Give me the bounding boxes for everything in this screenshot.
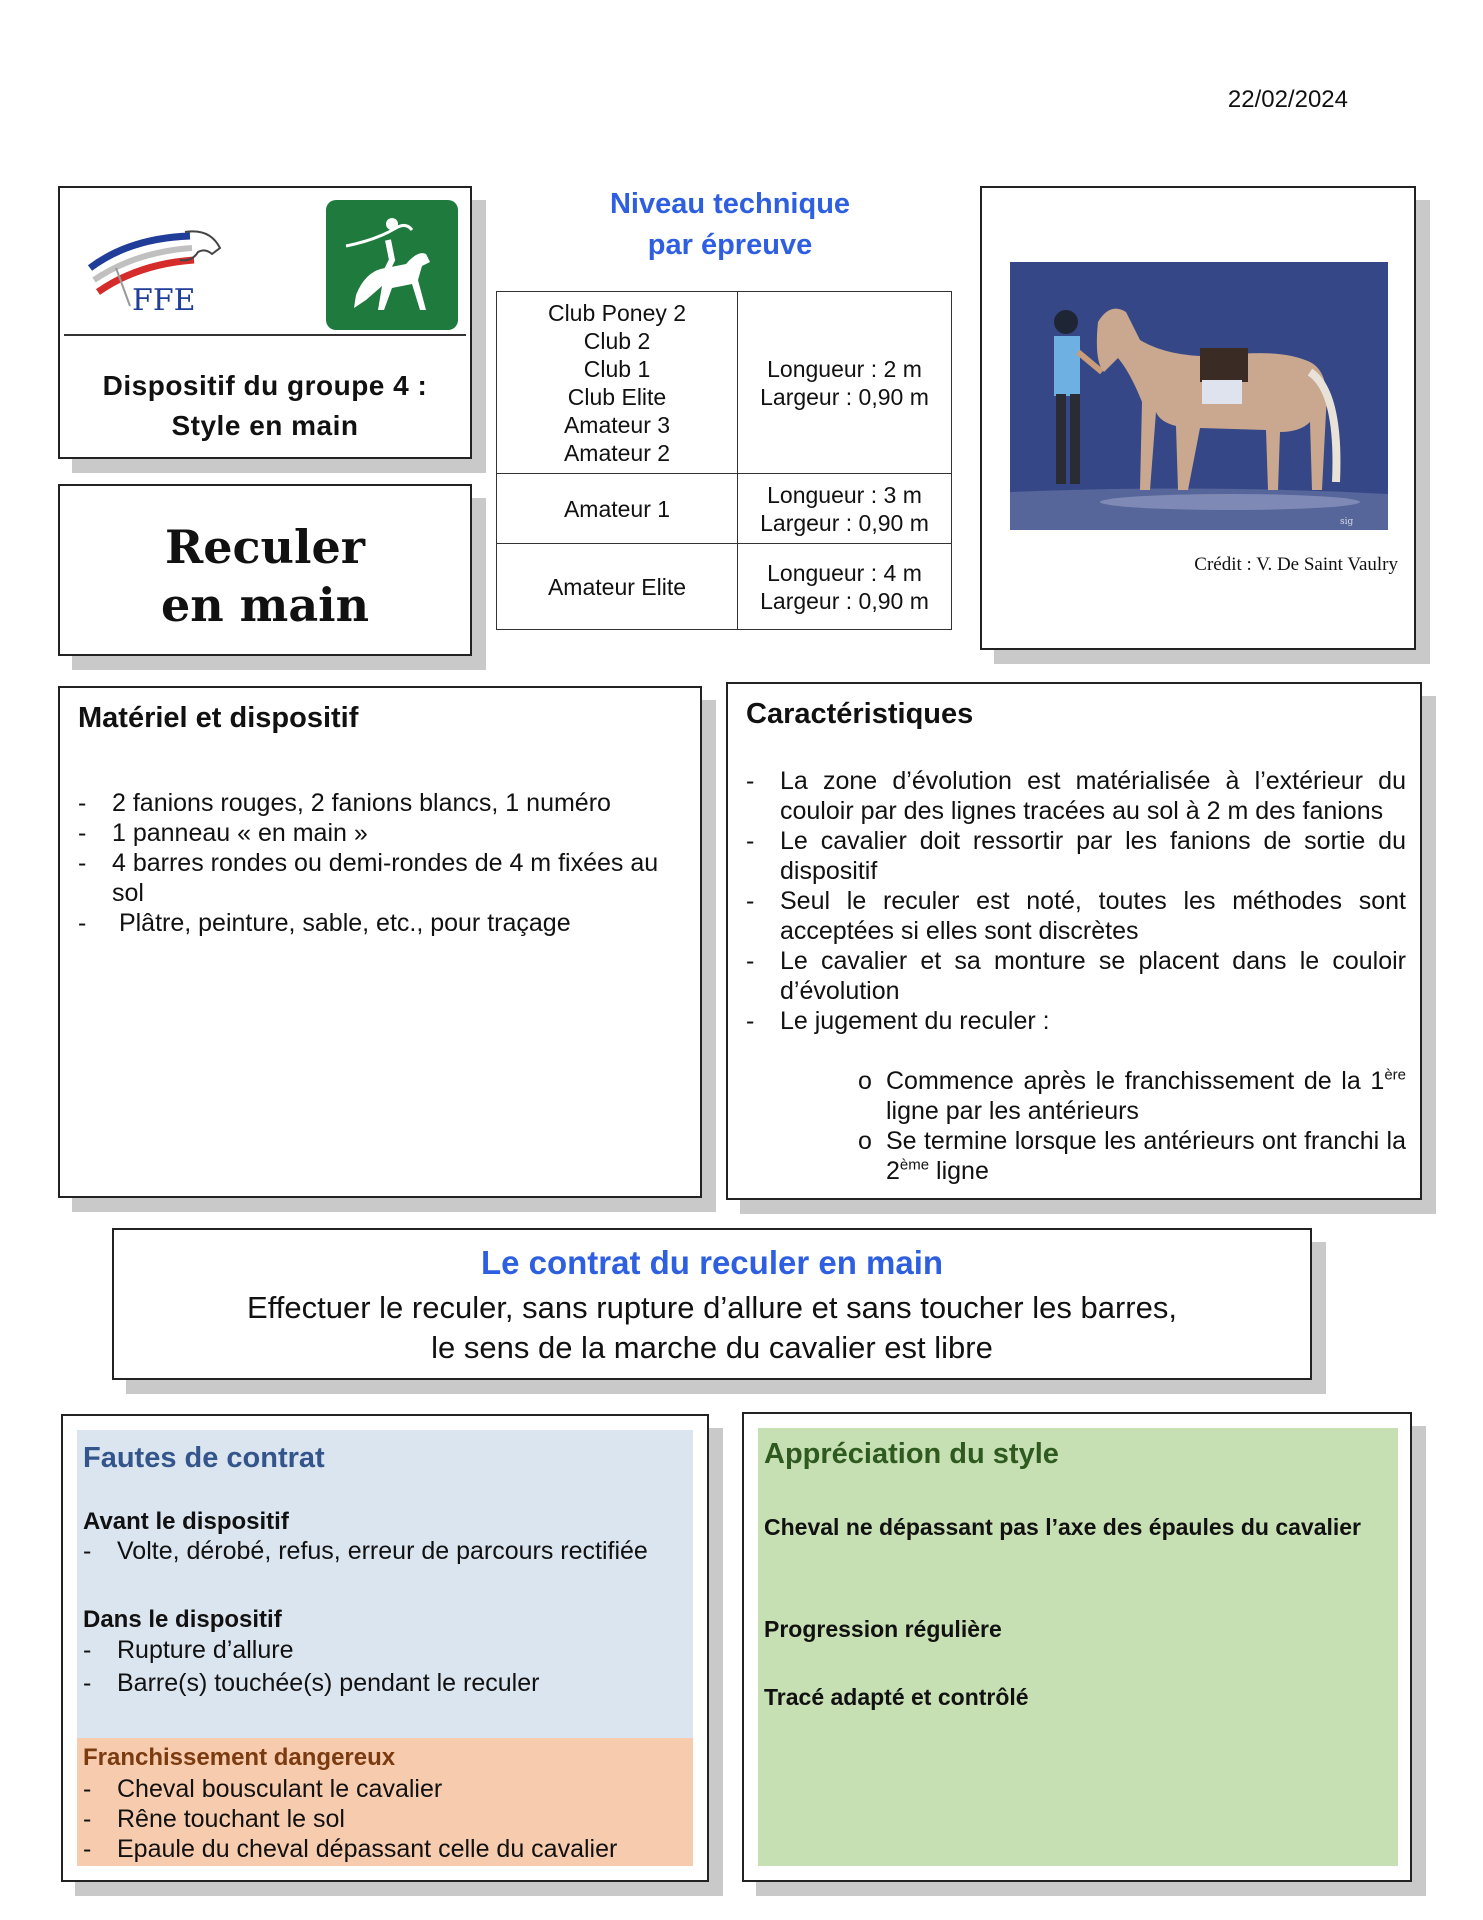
list-item: - Rupture d’allure — [83, 1634, 683, 1667]
list-item: - Cheval bousculant le cavalier — [83, 1774, 683, 1804]
list-item: - 4 barres rondes ou demi-rondes de 4 m fixées au sol — [78, 848, 688, 908]
discipline-logo — [326, 200, 458, 330]
fautes-title: Fautes de contrat — [83, 1442, 325, 1474]
svg-text:FFE: FFE — [132, 283, 196, 318]
horse-illustration — [1010, 262, 1388, 530]
list-item: - Seul le reculer est noté, toutes les méthodes sont acceptées si elles sont discrètes — [746, 886, 1406, 946]
jugement-sub-list — [746, 1066, 1406, 1186]
logo-divider — [64, 334, 466, 336]
appreciation-item: Cheval ne dépassant pas l’axe des épaules du cavalier — [764, 1514, 1362, 1540]
list-item: - Epaule du cheval dépassant celle du cavalier — [83, 1834, 683, 1864]
image-credit: Crédit : V. De Saint Vaulry — [1194, 554, 1398, 575]
materiel-list — [78, 788, 688, 938]
appreciation-title: Appréciation du style — [764, 1438, 1059, 1470]
list-item: - 1 panneau « en main » — [78, 818, 688, 848]
appreciation-panel — [758, 1428, 1398, 1866]
dans-list — [83, 1634, 683, 1700]
sub-list-item: o Commence après le franchissement de la 1ère ligne par les antérieurs — [746, 1066, 1406, 1126]
niveau-table — [496, 291, 952, 630]
svg-text:sig: sig — [1340, 517, 1354, 527]
table-row — [497, 292, 952, 474]
title-box — [58, 484, 472, 656]
list-item: - Rêne touchant le sol — [83, 1804, 683, 1834]
list-item: - Le cavalier doit ressortir par les fanions de sortie du dispositif — [746, 826, 1406, 886]
levels-cell: Amateur 1 — [497, 474, 738, 544]
contrat-text: Effectuer le reculer, sans rupture d’allure et sans toucher les barres, le sens de la marche du cavalier est libre — [247, 1290, 1177, 1365]
dims-cell: Longueur : 4 m Largeur : 0,90 m — [738, 544, 952, 630]
exercise-title: Reculer en main — [160, 520, 370, 632]
caracteristiques-box — [726, 682, 1422, 1200]
levels-cell: Club Poney 2 Club 2 Club 1 Club Elite Amateur 3 Amateur 2 — [497, 292, 738, 474]
list-item: - Le cavalier et sa monture se placent dans le couloir d’évolution — [746, 946, 1406, 1006]
danger-list — [83, 1774, 683, 1864]
dims-cell: Longueur : 3 m Largeur : 0,90 m — [738, 474, 952, 544]
avant-heading: Avant le dispositif — [83, 1508, 289, 1535]
group-title: Dispositif du groupe 4 : Style en main — [102, 370, 428, 441]
caracteristiques-title: Caractéristiques — [746, 698, 974, 730]
niveau-title: Niveau technique par épreuve — [609, 188, 851, 261]
ffe-logo — [80, 218, 230, 318]
contrat-title: Le contrat du reculer en main — [480, 1244, 944, 1281]
fautes-contrat-panel — [77, 1430, 693, 1738]
avant-list — [83, 1536, 683, 1566]
danger-heading: Franchissement dangereux — [83, 1744, 396, 1771]
dims-cell: Longueur : 2 m Largeur : 0,90 m — [738, 292, 952, 474]
appreciation-box — [742, 1412, 1412, 1882]
appreciation-item: Progression régulière — [764, 1616, 1002, 1642]
group-box — [58, 186, 472, 459]
sub-list-item: o Se termine lorsque les antérieurs ont franchi la 2ème ligne — [746, 1126, 1406, 1186]
list-item: - Barre(s) touchée(s) pendant le reculer — [83, 1667, 683, 1700]
table-row — [497, 544, 952, 630]
materiel-box — [58, 686, 702, 1198]
levels-cell: Amateur Elite — [497, 544, 738, 630]
list-item: - Le jugement du reculer : — [746, 1006, 1406, 1036]
table-row — [497, 474, 952, 544]
caracteristiques-list — [746, 766, 1406, 1036]
illustration-box — [980, 186, 1416, 650]
list-item: - 2 fanions rouges, 2 fanions blancs, 1 numéro — [78, 788, 688, 818]
dans-heading: Dans le dispositif — [83, 1606, 282, 1633]
materiel-title: Matériel et dispositif — [78, 702, 359, 734]
list-item: - Plâtre, peinture, sable, etc., pour traçage — [78, 908, 688, 938]
appreciation-item: Tracé adapté et contrôlé — [764, 1684, 1029, 1710]
fautes-box — [61, 1414, 709, 1882]
document-date: 22/02/2024 — [1227, 86, 1348, 113]
contrat-box — [112, 1228, 1312, 1380]
list-item: - Volte, dérobé, refus, erreur de parcours rectifiée — [83, 1536, 683, 1566]
franchissement-panel — [77, 1738, 693, 1866]
list-item: - La zone d’évolution est matérialisée à l’extérieur du couloir par des lignes tracées au sol à 2 m des fanions — [746, 766, 1406, 826]
